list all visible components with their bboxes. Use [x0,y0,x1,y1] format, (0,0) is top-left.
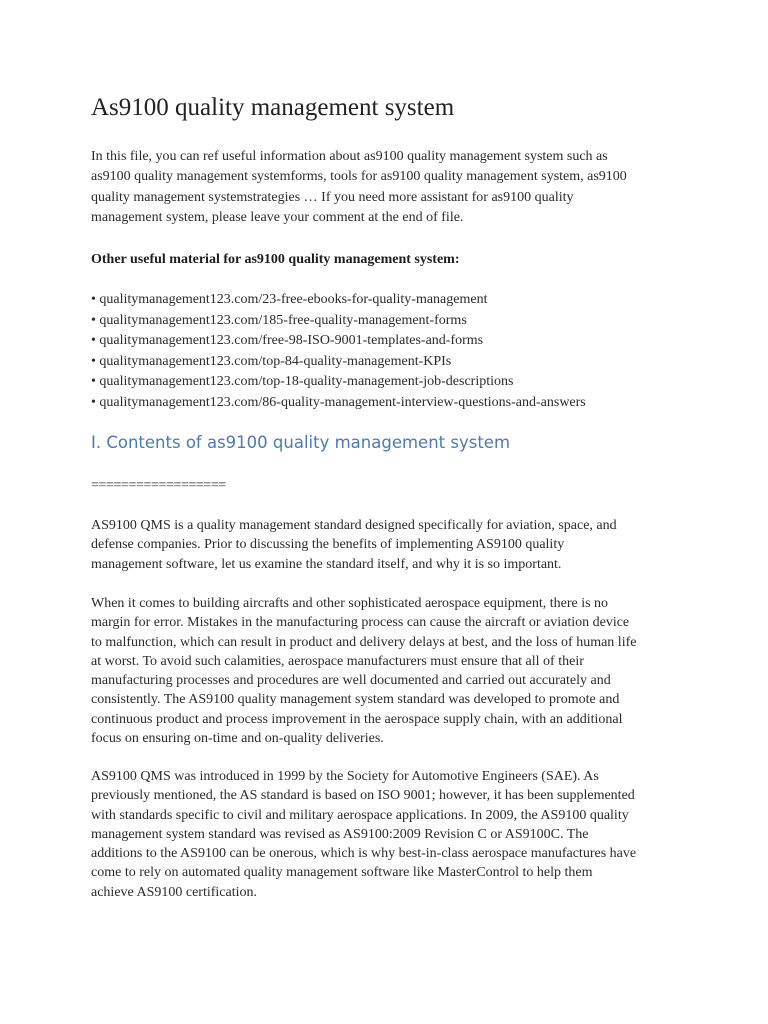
paragraph-line: manufacturing processes and procedures are well documented and carried out accurately and [91,673,611,689]
intro-paragraph [91,147,681,229]
intro-line: quality management systemstrategies … If you need more assistant for as9100 quality [91,189,574,205]
paragraph-line: come to rely on automated quality management software like MasterControl to help them [91,865,593,881]
paragraph-line: at worst. To avoid such calamities, aerospace manufacturers must ensure that all of their [91,653,584,669]
intro-line: management system, please leave your comment at the end of file. [91,210,464,226]
list-item: • qualitymanagement123.com/23-free-ebooks-for-quality-management [91,292,488,307]
paragraph-line: additions to the AS9100 can be onerous, which is why best-in-class aerospace manufactures have [91,846,637,862]
list-item: • qualitymanagement123.com/86-quality-management-interview-questions-and-answers [91,394,586,410]
document-title: As9100 quality management system [91,94,455,121]
paragraph-line: achieve AS9100 certification. [91,884,257,900]
useful-links-list [91,290,586,414]
text-divider: ================== [91,478,226,493]
paragraph-line: AS9100 QMS was introduced in 1999 by the Society for Automotive Engineers (SAE). As [91,769,599,784]
body-paragraph [91,767,691,902]
material-heading: Other useful material for as9100 quality management system: [91,252,460,267]
paragraph-line: management software, let us examine the standard itself, and why it is so important. [91,556,562,572]
paragraph-line: to malfunction, which can result in product and delivery delays at best, and the loss of human life [91,634,637,650]
paragraph-line: continuous product and process improvement in the aerospace supply chain, with an additional [91,711,623,727]
paragraph-line: consistently. The AS9100 quality management system standard was developed to promote and [91,692,620,708]
paragraph-line: AS9100 QMS is a quality management standard designed specifically for aviation, space, and [91,518,617,533]
intro-line: as9100 quality management systemforms, tools for as9100 quality management system, as9100 [91,169,627,185]
list-item: • qualitymanagement123.com/top-84-quality-management-KPIs [91,353,452,369]
intro-line: In this file, you can ref useful information about as9100 quality management system such as [91,149,608,164]
paragraph-line: margin for error. Mistakes in the manufacturing process can cause the aircraft or aviation device [91,615,630,631]
paragraph-line: management system standard was revised as AS9100:2009 Revision C or AS9100C. The [91,826,589,842]
paragraph-line: focus on ensuring on-time and on-quality deliveries. [91,731,384,747]
section-heading: I. Contents of as9100 quality management system [91,433,511,452]
body-paragraph [91,594,691,748]
list-item: • qualitymanagement123.com/free-98-ISO-9001-templates-and-forms [91,333,484,349]
paragraph-line: with standards specific to civil and military aerospace applications. In 2009, the AS9100 quality [91,807,629,823]
list-item: • qualitymanagement123.com/top-18-quality-management-job-descriptions [91,374,514,390]
list-item: • qualitymanagement123.com/185-free-quality-management-forms [91,312,467,328]
body-paragraph [91,516,691,574]
paragraph-line: defense companies. Prior to discussing the benefits of implementing AS9100 quality [91,537,565,553]
paragraph-line: previously mentioned, the AS standard is based on ISO 9001; however, it has been supplemented [91,788,635,804]
paragraph-line: When it comes to building aircrafts and other sophisticated aerospace equipment, there is no [91,596,609,611]
